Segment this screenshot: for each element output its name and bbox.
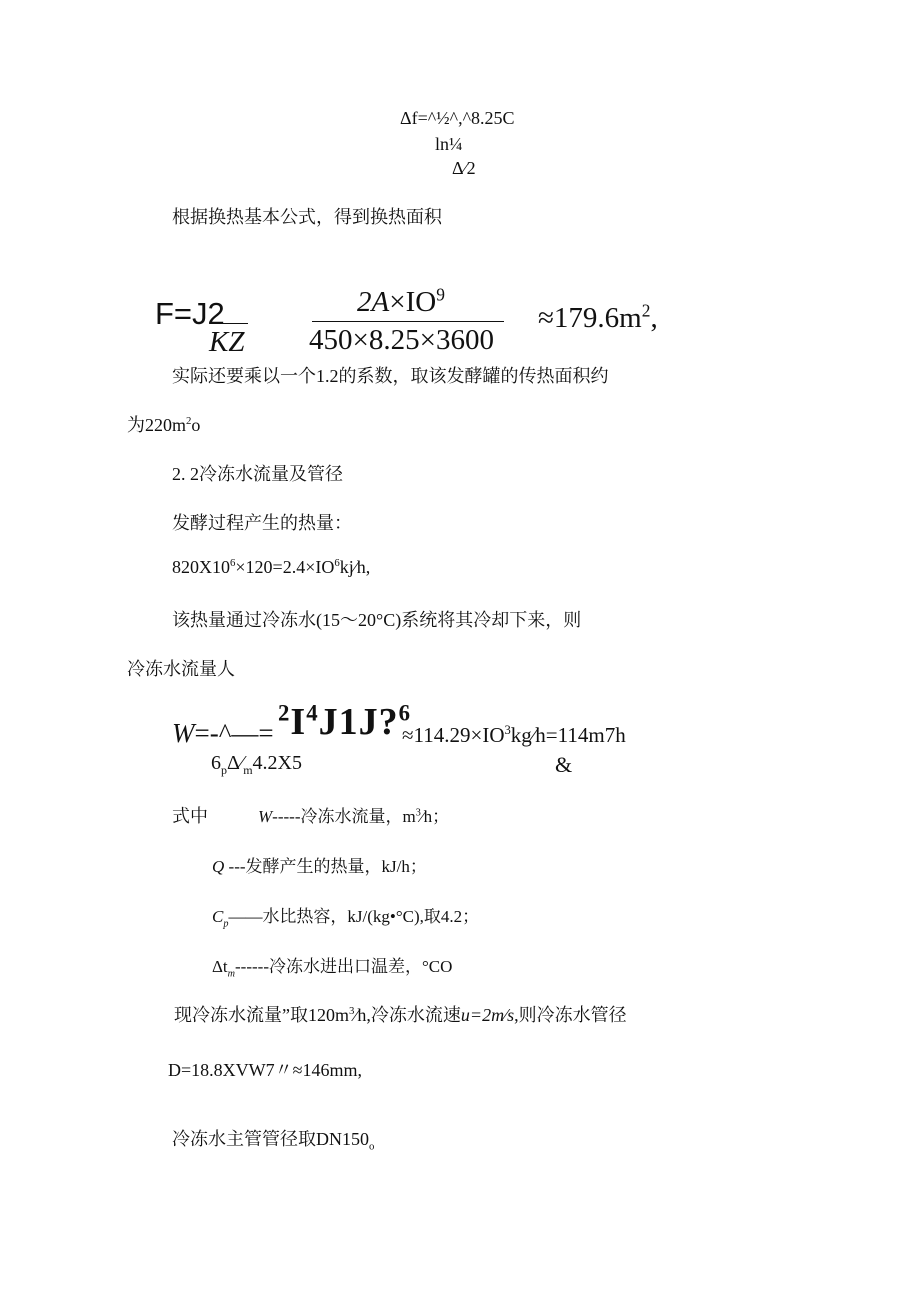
- flow-formula-result: [402, 723, 626, 748]
- heat-calc-a-sup: 6: [230, 557, 236, 569]
- heat-calc-a: 820X10: [172, 557, 230, 577]
- area-formula-approx: ≈179.6m: [538, 302, 642, 334]
- area-formula-fraction-bar: [312, 321, 504, 322]
- def-t-sub: m: [227, 968, 236, 980]
- where-label: 式中: [172, 806, 208, 826]
- def-q-text: ---发酵产生的热量，kJ/h；: [228, 857, 427, 876]
- velocity-u: u=2m⁄s: [460, 1005, 515, 1025]
- def-w-text: -----冷冻水流量，m: [272, 807, 416, 826]
- def-q: [212, 852, 427, 877]
- flow-formula-g4: J1J?: [318, 701, 399, 743]
- def-c: [212, 902, 480, 930]
- def-t: [212, 952, 453, 980]
- flow-formula-g1: 2: [278, 700, 291, 726]
- flow-formula-garbled: [278, 700, 411, 744]
- flow-formula-g5: 6: [398, 700, 412, 726]
- heat-calc-c: kj⁄h,: [339, 557, 371, 577]
- flow-formula-approx-b: kg⁄h=114m7h: [510, 723, 626, 747]
- flow-formula-lhs: [172, 718, 274, 749]
- velocity-b: ⁄h,冷冻水流速: [354, 1005, 461, 1025]
- def-c-symbol: C: [212, 907, 224, 926]
- diameter-formula: D=18.8XVW7〃≈146mm,: [168, 1060, 363, 1080]
- velocity-a: 现冷冻水流量”取120m: [174, 1005, 349, 1025]
- area-formula-lhs-den: KZ: [209, 326, 245, 358]
- heat-calc-b-sup: 6: [334, 557, 340, 569]
- flow-formula-den-a: 6: [211, 752, 221, 774]
- def-w-sup: 3: [415, 807, 421, 819]
- area-formula-approx-exp: 2: [641, 300, 651, 321]
- flow-formula-ampersand: &: [555, 752, 573, 777]
- def-w-symbol: W: [258, 807, 273, 826]
- flow-formula-denominator: [211, 752, 302, 775]
- def-c-text: ——水比热容，kJ/(kg•°C),取4.2；: [228, 907, 480, 926]
- velocity-a-sup: 3: [349, 1005, 355, 1017]
- velocity-paragraph: [174, 1001, 627, 1027]
- def-t-symbol: Δt: [212, 957, 228, 976]
- conclusion-main: 冷冻水主管管径取DN150: [172, 1129, 369, 1149]
- conclusion-sub: o: [369, 1140, 375, 1153]
- area-intro-paragraph: 根据换热基本公式，得到换热面积: [172, 207, 442, 227]
- flow-formula-approx-a: ≈114.29×IO: [402, 723, 505, 747]
- flow-formula-g2: I: [290, 701, 307, 743]
- section-heading: 2. 2冷冻水流量及管径: [172, 464, 343, 484]
- flow-formula-den-c: 4.2X5: [252, 752, 302, 774]
- lmtd-line-2: ln¼: [435, 134, 463, 154]
- velocity-c: ,则冷冻水管径: [514, 1005, 627, 1025]
- def-q-symbol: Q: [212, 857, 225, 876]
- flow-label: 冷冻水流量人: [127, 659, 235, 679]
- flow-formula-g3: 4: [306, 700, 319, 726]
- area-formula-lhs-bar: [212, 323, 248, 324]
- actual-area-sup: 2: [186, 415, 192, 427]
- conclusion-paragraph: [172, 1125, 374, 1151]
- flow-formula-den-sub: p: [221, 763, 227, 777]
- area-formula-trail: ,: [650, 302, 658, 334]
- actual-area-pre: 为220m: [127, 415, 187, 435]
- area-formula-num-exp: 9: [436, 284, 445, 305]
- area-formula-lhs: F=J2: [155, 296, 225, 331]
- def-c-sub: p: [223, 918, 229, 930]
- lmtd-line-1: Δf=^½^,^8.25C: [400, 108, 515, 128]
- lmtd-line-3: Δ⁄2: [452, 158, 476, 178]
- cooling-paragraph: 该热量通过冷冻水(15～20°C)系统将其冷却下来，则: [172, 610, 582, 630]
- flow-formula-den-sub2: m: [243, 763, 253, 777]
- flow-formula-den-b: Δ⁄: [227, 752, 244, 774]
- area-formula-denominator: 450×8.25×3600: [309, 324, 494, 356]
- def-t-text: ------冷冻水进出口温差，°CO: [235, 957, 453, 976]
- def-w: [258, 802, 449, 827]
- area-formula-numerator: [357, 286, 445, 319]
- flow-formula-eq: =-^—=: [194, 718, 274, 748]
- heat-calc-b: ×120=2.4×IO: [235, 557, 335, 577]
- heat-intro-paragraph: 发酵过程产生的热量：: [172, 513, 352, 533]
- area-formula-result: [538, 302, 658, 335]
- flow-formula-w: W: [172, 718, 195, 748]
- area-formula-num-a: 2A: [357, 286, 390, 318]
- actual-area-paragraph: 实际还要乘以一个1.2的系数，取该发酵罐的传热面积约: [172, 366, 609, 386]
- def-w-tail: ⁄h；: [420, 807, 450, 826]
- flow-formula-approx-sup: 3: [504, 723, 511, 737]
- actual-area-post: o: [191, 415, 201, 435]
- heat-calculation: [172, 557, 370, 578]
- area-formula-num-b: ×IO: [389, 286, 437, 318]
- actual-area-result: [127, 411, 200, 437]
